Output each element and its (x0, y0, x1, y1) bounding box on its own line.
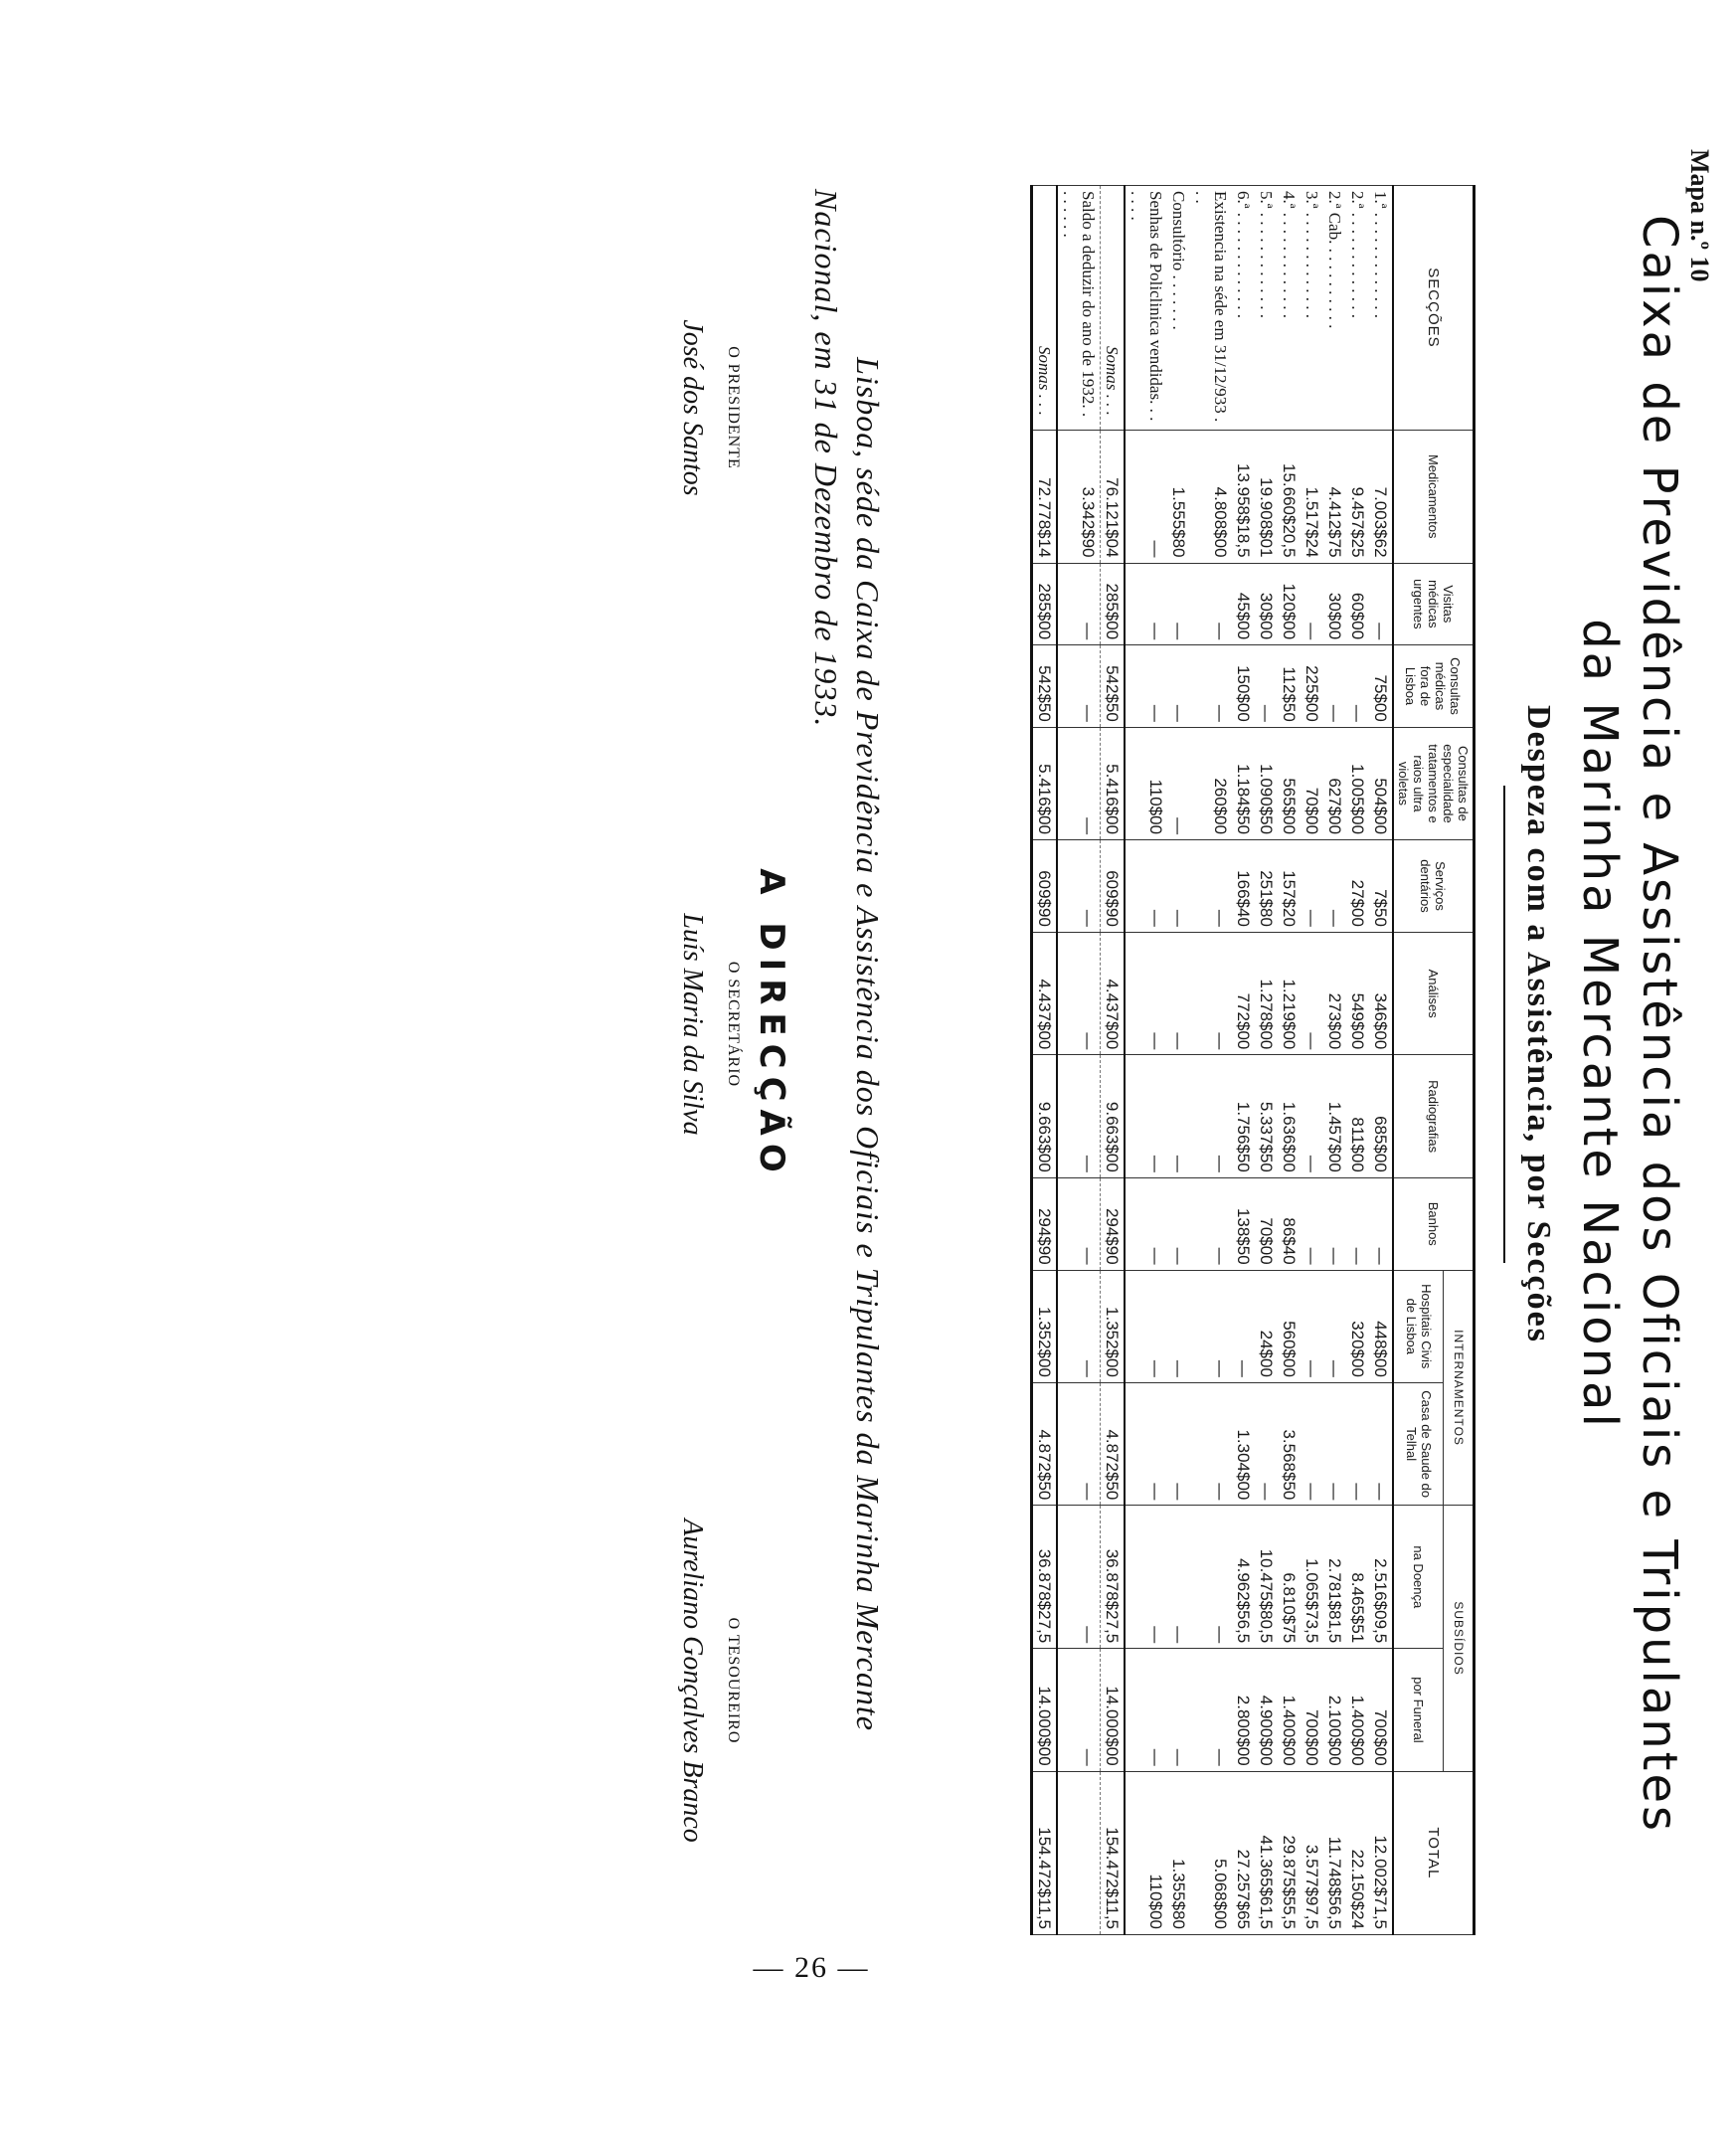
row-label: 2.ª Cab. . . . . . . . . . . (1323, 186, 1346, 431)
cell-esp: 70$00 (1301, 727, 1323, 839)
cell-casa: — (1346, 1382, 1369, 1505)
cell-hosp: 1.352$00 (1032, 1270, 1058, 1382)
direction-heading: A DIRECÇÃO (752, 868, 791, 1180)
cell-med: 4.808$00 (1190, 430, 1232, 563)
expense-table (1030, 185, 1476, 1935)
cell-doe: 10.475$80,5 (1255, 1506, 1278, 1649)
cell-ban: 294$90 (1032, 1177, 1058, 1270)
title-rule (1503, 786, 1505, 1263)
header-consultas-fora: Consultas médicas fora de Lisboa (1393, 645, 1475, 728)
document-title-line-2: da Marinha Mercante Nacional (1572, 619, 1628, 1430)
cell-ban: — (1190, 1177, 1232, 1270)
cell-dent: — (1125, 840, 1167, 933)
cell-ban: — (1125, 1177, 1167, 1270)
cell-hosp: 448$00 (1369, 1270, 1393, 1382)
map-label: Mapa n.º 10 (1685, 149, 1714, 282)
cell-hosp: — (1301, 1270, 1323, 1382)
cell-dent: 166$40 (1232, 840, 1255, 933)
cell-vis: 120$00 (1278, 563, 1301, 645)
cell-ban: — (1167, 1177, 1190, 1270)
somas-final-row (1032, 186, 1058, 1935)
cell-hosp: — (1323, 1270, 1346, 1382)
cell-cons: 75$00 (1369, 645, 1393, 728)
cell-anal: 346$00 (1369, 932, 1393, 1054)
header-doenca: na Doença (1393, 1506, 1444, 1649)
cell-dent: 251$80 (1255, 840, 1278, 933)
cell-ban: — (1323, 1177, 1346, 1270)
cell-med: 4.412$75 (1323, 430, 1346, 563)
cell-casa: 4.872$50 (1101, 1382, 1126, 1505)
cell-rad: 9.663$00 (1032, 1055, 1058, 1177)
cell-dent: — (1167, 840, 1190, 933)
cell-doe: — (1190, 1506, 1232, 1649)
cell-casa: — (1190, 1382, 1232, 1505)
cell-esp: 110$00 (1125, 727, 1167, 839)
cell-doe: — (1125, 1506, 1167, 1649)
cell-med: 7.003$62 (1369, 430, 1393, 563)
cell-esp: — (1167, 727, 1190, 839)
cell-hosp: — (1190, 1270, 1232, 1382)
cell-casa: — (1323, 1382, 1346, 1505)
cell-rad: 1.457$00 (1323, 1055, 1346, 1177)
cell-med: 9.457$25 (1346, 430, 1369, 563)
row-label: Senhas de Policlinica vendidas. . . . . . . (1125, 186, 1167, 431)
cell-doe: 36.878$27,5 (1101, 1506, 1126, 1649)
cell-vis: 285$00 (1032, 563, 1058, 645)
cell-fun: 2.100$00 (1323, 1649, 1346, 1771)
page-number: — 26 — (753, 1951, 870, 1984)
cell-anal: 4.437$00 (1101, 932, 1126, 1054)
cell-med: 19.908$01 (1255, 430, 1278, 563)
cell-rad: 1.756$50 (1232, 1055, 1255, 1177)
header-analises: Análises (1393, 932, 1475, 1054)
cell-esp: 5.416$00 (1032, 727, 1058, 839)
cell-doe: 36.878$27,5 (1032, 1506, 1058, 1649)
saldo-row (1057, 186, 1101, 1935)
cell-casa: — (1057, 1382, 1101, 1505)
header-funeral: por Funeral (1393, 1649, 1444, 1771)
cell-tot: 154.472$11,5 (1032, 1771, 1058, 1934)
row-label: 5.ª . . . . . . . . . . . . . (1255, 186, 1278, 431)
signature-name: Aureliano Gonçalves Branco (677, 1519, 708, 1843)
cell-fun: 700$00 (1301, 1649, 1323, 1771)
cell-rad: 685$00 (1369, 1055, 1393, 1177)
table-body (1032, 186, 1394, 1935)
cell-esp: 260$00 (1190, 727, 1232, 839)
signature-role: O PRESIDENTE (725, 346, 742, 469)
cell-esp: 5.416$00 (1101, 727, 1126, 839)
cell-esp: 565$00 (1278, 727, 1301, 839)
cell-cons: 542$50 (1032, 645, 1058, 728)
cell-dent: 609$90 (1032, 840, 1058, 933)
header-internamentos: INTERNAMENTOS (1444, 1270, 1475, 1506)
cell-casa: — (1255, 1382, 1278, 1505)
cell-dent: 7$50 (1369, 840, 1393, 933)
cell-tot: 11.748$56,5 (1323, 1771, 1346, 1934)
cell-vis: — (1190, 563, 1232, 645)
cell-med: 1.517$24 (1301, 430, 1323, 563)
header-medicamentos: Medicamentos (1393, 430, 1475, 563)
cell-tot (1057, 1771, 1101, 1934)
signature-secretario (676, 806, 742, 1243)
cell-tot: 3.577$97,5 (1301, 1771, 1323, 1934)
cell-med: 15.660$20,5 (1278, 430, 1301, 563)
header-banhos: Banhos (1393, 1177, 1475, 1270)
cell-doe: — (1167, 1506, 1190, 1649)
cell-vis: 45$00 (1232, 563, 1255, 645)
row-label: 3.ª . . . . . . . . . . . . . (1301, 186, 1323, 431)
cell-vis: 285$00 (1101, 563, 1126, 645)
cell-tot: 1.355$80 (1167, 1771, 1190, 1934)
cell-anal: 772$00 (1232, 932, 1255, 1054)
cell-vis: 30$00 (1255, 563, 1278, 645)
cell-tot: 41.365$61,5 (1255, 1771, 1278, 1934)
cell-cons: 112$50 (1278, 645, 1301, 728)
cell-fun: 2.800$00 (1232, 1649, 1255, 1771)
footer-line-2: Nacional, em 31 de Dezembro de 1933. (808, 189, 844, 728)
cell-doe: 1.065$73,5 (1301, 1506, 1323, 1649)
cell-dent: 27$00 (1346, 840, 1369, 933)
cell-rad: — (1301, 1055, 1323, 1177)
table-row (1232, 186, 1255, 1935)
cell-rad: 811$00 (1346, 1055, 1369, 1177)
signature-role: O TESOUREIRO (725, 1617, 742, 1744)
cell-tot: 29.875$55,5 (1278, 1771, 1301, 1934)
cell-dent: — (1301, 840, 1323, 933)
cell-dent: — (1190, 840, 1232, 933)
cell-rad: 1.636$00 (1278, 1055, 1301, 1177)
cell-ban: 70$00 (1255, 1177, 1278, 1270)
cell-casa: 1.304$00 (1232, 1382, 1255, 1505)
cell-cons: 225$00 (1301, 645, 1323, 728)
cell-med: 1.555$80 (1167, 430, 1190, 563)
cell-vis: — (1125, 563, 1167, 645)
cell-cons: — (1190, 645, 1232, 728)
cell-ban: 294$90 (1101, 1177, 1126, 1270)
cell-med: — (1125, 430, 1167, 563)
cell-dent: 157$20 (1278, 840, 1301, 933)
signature-tesoureiro (676, 1462, 742, 1899)
table-row (1167, 186, 1190, 1935)
table-row (1125, 186, 1167, 1935)
cell-casa: — (1369, 1382, 1393, 1505)
cell-esp: 1.005$00 (1346, 727, 1369, 839)
cell-dent: — (1057, 840, 1101, 933)
cell-rad: — (1190, 1055, 1232, 1177)
cell-hosp: — (1232, 1270, 1255, 1382)
table-row (1301, 186, 1323, 1935)
cell-anal: — (1125, 932, 1167, 1054)
cell-fun: — (1125, 1649, 1167, 1771)
row-label: Somas . . . (1032, 186, 1058, 431)
cell-casa: 4.872$50 (1032, 1382, 1058, 1505)
cell-fun: — (1190, 1649, 1232, 1771)
cell-cons: 542$50 (1101, 645, 1126, 728)
table-row (1278, 186, 1301, 1935)
cell-esp: — (1057, 727, 1101, 839)
row-label: Consultório . . . . . . . (1167, 186, 1190, 431)
cell-hosp: 560$00 (1278, 1270, 1301, 1382)
cell-esp: 627$00 (1323, 727, 1346, 839)
cell-doe: 6.810$75 (1278, 1506, 1301, 1649)
cell-casa: — (1167, 1382, 1190, 1505)
signature-presidente (676, 189, 742, 626)
header-hospitais: Hospitais Civis de Lisboa (1393, 1270, 1444, 1382)
cell-tot: 22.150$24 (1346, 1771, 1369, 1934)
cell-anal: 1.219$00 (1278, 932, 1301, 1054)
table-row (1255, 186, 1278, 1935)
cell-fun: 1.400$00 (1278, 1649, 1301, 1771)
cell-anal: 1.278$00 (1255, 932, 1278, 1054)
cell-fun: 14.000$00 (1101, 1649, 1126, 1771)
cell-rad: 5.337$50 (1255, 1055, 1278, 1177)
cell-med: 72.778$14 (1032, 430, 1058, 563)
cell-rad: — (1167, 1055, 1190, 1177)
cell-rad: — (1057, 1055, 1101, 1177)
cell-esp: 504$00 (1369, 727, 1393, 839)
header-subsidios: SUBSÍDIOS (1444, 1506, 1475, 1771)
footer-line-1: Lisboa, séde da Caixa de Previdência e Assistência dos Oficiais e Tripulantes da Marinha Mercante (850, 357, 886, 1731)
row-label: 6.ª . . . . . . . . . . . . . (1232, 186, 1255, 431)
cell-doe: 8.465$51 (1346, 1506, 1369, 1649)
cell-cons: — (1167, 645, 1190, 728)
cell-cons: — (1255, 645, 1278, 728)
cell-ban: — (1057, 1177, 1101, 1270)
row-label: Existencia na séde em 31/12/933 . . . (1190, 186, 1232, 431)
cell-doe: — (1057, 1506, 1101, 1649)
cell-casa: — (1301, 1382, 1323, 1505)
cell-vis: 60$00 (1346, 563, 1369, 645)
cell-vis: — (1301, 563, 1323, 645)
row-label: 1.ª . . . . . . . . . . . . . (1369, 186, 1393, 431)
cell-anal: 549$00 (1346, 932, 1369, 1054)
row-label: Saldo a deduzir do ano de 1932. . . . . . . . (1057, 186, 1101, 431)
somas-row (1101, 186, 1126, 1935)
cell-hosp: — (1167, 1270, 1190, 1382)
row-label: 2.ª . . . . . . . . . . . . . (1346, 186, 1369, 431)
cell-rad: — (1125, 1055, 1167, 1177)
cell-ban: — (1301, 1177, 1323, 1270)
cell-ban: — (1369, 1177, 1393, 1270)
cell-esp: 1.184$50 (1232, 727, 1255, 839)
cell-vis: 30$00 (1323, 563, 1346, 645)
table-row (1369, 186, 1393, 1935)
cell-fun: 4.900$00 (1255, 1649, 1278, 1771)
cell-hosp: 320$00 (1346, 1270, 1369, 1382)
cell-anal: 4.437$00 (1032, 932, 1058, 1054)
cell-casa: — (1125, 1382, 1167, 1505)
cell-cons: — (1323, 645, 1346, 728)
cell-esp: 1.090$50 (1255, 727, 1278, 839)
cell-casa: 3.568$50 (1278, 1382, 1301, 1505)
cell-tot: 12.002$71,5 (1369, 1771, 1393, 1934)
cell-fun: — (1167, 1649, 1190, 1771)
cell-doe: 4.962$56,5 (1232, 1506, 1255, 1649)
cell-hosp: 1.352$00 (1101, 1270, 1126, 1382)
document-title-line-1: Caixa de Previdência e Assistência dos Oficiais e Tripulantes (1632, 214, 1687, 1835)
cell-vis: — (1057, 563, 1101, 645)
cell-cons: — (1346, 645, 1369, 728)
cell-tot: 5.068$00 (1190, 1771, 1232, 1934)
cell-dent: — (1323, 840, 1346, 933)
cell-vis: — (1369, 563, 1393, 645)
cell-med: 13.958$18,5 (1232, 430, 1255, 563)
cell-cons: 150$00 (1232, 645, 1255, 728)
cell-hosp: — (1125, 1270, 1167, 1382)
cell-rad: 9.663$00 (1101, 1055, 1126, 1177)
cell-med: 76.121$04 (1101, 430, 1126, 563)
cell-anal: — (1167, 932, 1190, 1054)
table-row (1346, 186, 1369, 1935)
header-casa-saude: Casa de Saude do Telhal (1393, 1382, 1444, 1505)
header-servicos-dentarios: Serviços dentários (1393, 840, 1475, 933)
row-label: 4.ª . . . . . . . . . . . . . (1278, 186, 1301, 431)
cell-med: 3.342$90 (1057, 430, 1101, 563)
table-row (1190, 186, 1232, 1935)
cell-cons: — (1057, 645, 1101, 728)
signature-role: O SECRETÁRIO (725, 961, 742, 1088)
header-consultas-especialidade: Consultas de especialidade tratamentos e raios ultra violetas (1393, 727, 1475, 839)
rotated-sheet (503, 149, 1736, 1999)
cell-anal: — (1190, 932, 1232, 1054)
header-radiografias: Radiografias (1393, 1055, 1475, 1177)
cell-fun: — (1057, 1649, 1101, 1771)
signature-name: Luís Maria da Silva (677, 913, 708, 1136)
header-total: TOTAL (1393, 1771, 1475, 1934)
cell-dent: 609$90 (1101, 840, 1126, 933)
header-seccoes: SECÇÕES (1393, 186, 1475, 431)
row-label: Somas . . . (1101, 186, 1126, 431)
cell-doe: 2.516$09,5 (1369, 1506, 1393, 1649)
cell-doe: 2.781$81,5 (1323, 1506, 1346, 1649)
header-visitas: Visitas médicas urgentes (1393, 563, 1475, 645)
cell-ban: — (1346, 1177, 1369, 1270)
cell-anal: 273$00 (1323, 932, 1346, 1054)
cell-vis: — (1167, 563, 1190, 645)
cell-anal: — (1301, 932, 1323, 1054)
cell-hosp: 24$00 (1255, 1270, 1278, 1382)
cell-fun: 1.400$00 (1346, 1649, 1369, 1771)
cell-fun: 14.000$00 (1032, 1649, 1058, 1771)
cell-ban: 138$50 (1232, 1177, 1255, 1270)
cell-anal: — (1057, 932, 1101, 1054)
signature-name: José dos Santos (677, 319, 708, 496)
cell-hosp: — (1057, 1270, 1101, 1382)
table-row (1323, 186, 1346, 1935)
cell-ban: 86$40 (1278, 1177, 1301, 1270)
cell-fun: 700$00 (1369, 1649, 1393, 1771)
cell-cons: — (1125, 645, 1167, 728)
cell-tot: 154.472$11,5 (1101, 1771, 1126, 1934)
document-subtitle: Despeza com a Assistência, por Secções (1520, 705, 1557, 1343)
cell-tot: 110$00 (1125, 1771, 1167, 1934)
cell-tot: 27.257$65 (1232, 1771, 1255, 1934)
